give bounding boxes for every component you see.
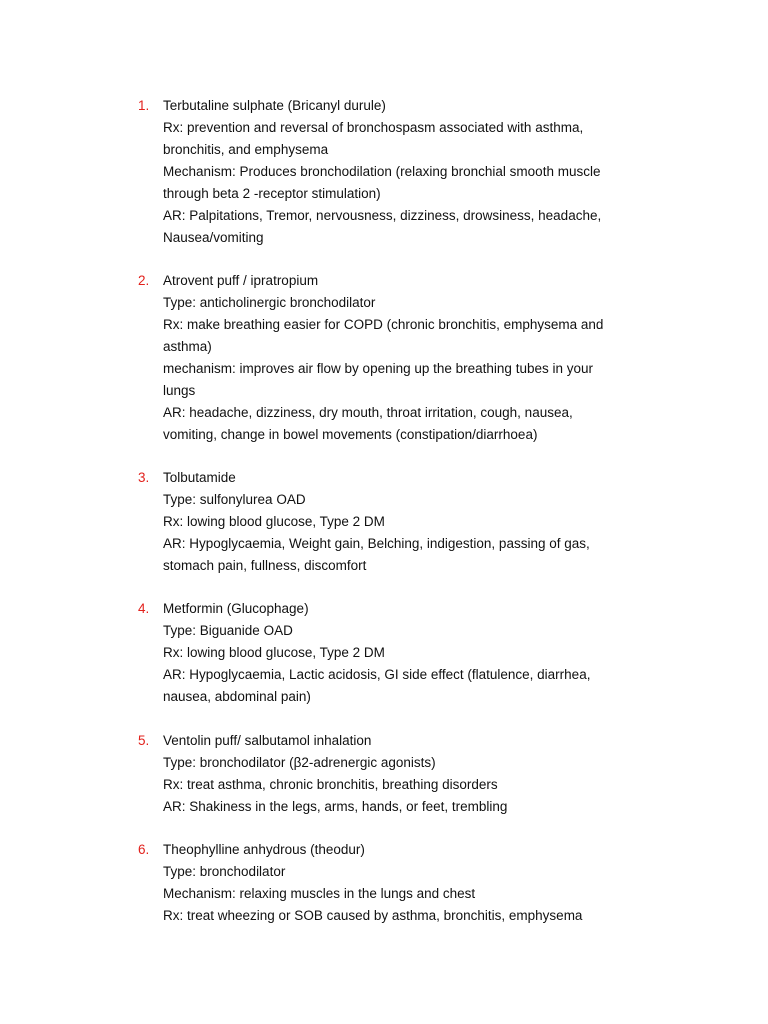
drug-name: Atrovent puff / ipratropium xyxy=(163,273,319,288)
drug-mechanism: Mechanism: Produces bronchodilation (relaxing bronchial smooth muscle xyxy=(163,164,601,179)
drug-rx: Rx: treat asthma, chronic bronchitis, breathing disorders xyxy=(163,777,498,792)
list-item-text xyxy=(163,95,643,249)
drug-ar-cont: nausea, abdominal pain) xyxy=(163,689,311,704)
list-number: 6. xyxy=(138,842,150,857)
drug-mechanism-cont: through beta 2 -receptor stimulation) xyxy=(163,186,381,201)
drug-ar: AR: Shakiness in the legs, arms, hands, or feet, trembling xyxy=(163,799,508,814)
list-number: 3. xyxy=(138,470,150,485)
drug-mechanism-cont: lungs xyxy=(163,383,196,398)
list-item-text xyxy=(163,598,643,708)
list-item-text xyxy=(163,467,643,577)
drug-rx-cont: asthma) xyxy=(163,339,212,354)
drug-name: Ventolin puff/ salbutamol inhalation xyxy=(163,733,372,748)
drug-type: Type: bronchodilator xyxy=(163,864,286,879)
drug-type: Type: anticholinergic bronchodilator xyxy=(163,295,376,310)
drug-ar: AR: Palpitations, Tremor, nervousness, dizziness, drowsiness, headache, xyxy=(163,208,602,223)
drug-mechanism: mechanism: improves air flow by opening up the breathing tubes in your xyxy=(163,361,593,376)
list-number: 5. xyxy=(138,733,150,748)
drug-name: Terbutaline sulphate (Bricanyl durule) xyxy=(163,98,386,113)
drug-mechanism: Mechanism: relaxing muscles in the lungs and chest xyxy=(163,886,476,901)
drug-name: Metformin (Glucophage) xyxy=(163,601,309,616)
list-number: 2. xyxy=(138,273,150,288)
drug-type: Type: sulfonylurea OAD xyxy=(163,492,306,507)
drug-rx: Rx: lowing blood glucose, Type 2 DM xyxy=(163,645,385,660)
list-item-text xyxy=(163,270,643,446)
drug-ar: AR: Hypoglycaemia, Lactic acidosis, GI side effect (flatulence, diarrhea, xyxy=(163,667,591,682)
list-item-text xyxy=(163,839,643,927)
drug-ar-cont: Nausea/vomiting xyxy=(163,230,264,245)
list-number: 1. xyxy=(138,98,150,113)
list-item-text xyxy=(163,730,643,818)
drug-name: Tolbutamide xyxy=(163,470,236,485)
drug-ar: AR: headache, dizziness, dry mouth, throat irritation, cough, nausea, xyxy=(163,405,573,420)
drug-rx: Rx: treat wheezing or SOB caused by asthma, bronchitis, emphysema xyxy=(163,908,583,923)
drug-type: Type: bronchodilator (β2-adrenergic agonists) xyxy=(163,755,436,770)
drug-rx: Rx: lowing blood glucose, Type 2 DM xyxy=(163,514,385,529)
drug-rx-cont: bronchitis, and emphysema xyxy=(163,142,329,157)
drug-rx: Rx: prevention and reversal of bronchospasm associated with asthma, xyxy=(163,120,584,135)
drug-ar-cont: vomiting, change in bowel movements (constipation/diarrhoea) xyxy=(163,427,538,442)
drug-rx: Rx: make breathing easier for COPD (chronic bronchitis, emphysema and xyxy=(163,317,604,332)
drug-type: Type: Biguanide OAD xyxy=(163,623,293,638)
list-number: 4. xyxy=(138,601,150,616)
drug-name: Theophylline anhydrous (theodur) xyxy=(163,842,365,857)
drug-ar-cont: stomach pain, fullness, discomfort xyxy=(163,558,367,573)
drug-ar: AR: Hypoglycaemia, Weight gain, Belching, indigestion, passing of gas, xyxy=(163,536,590,551)
